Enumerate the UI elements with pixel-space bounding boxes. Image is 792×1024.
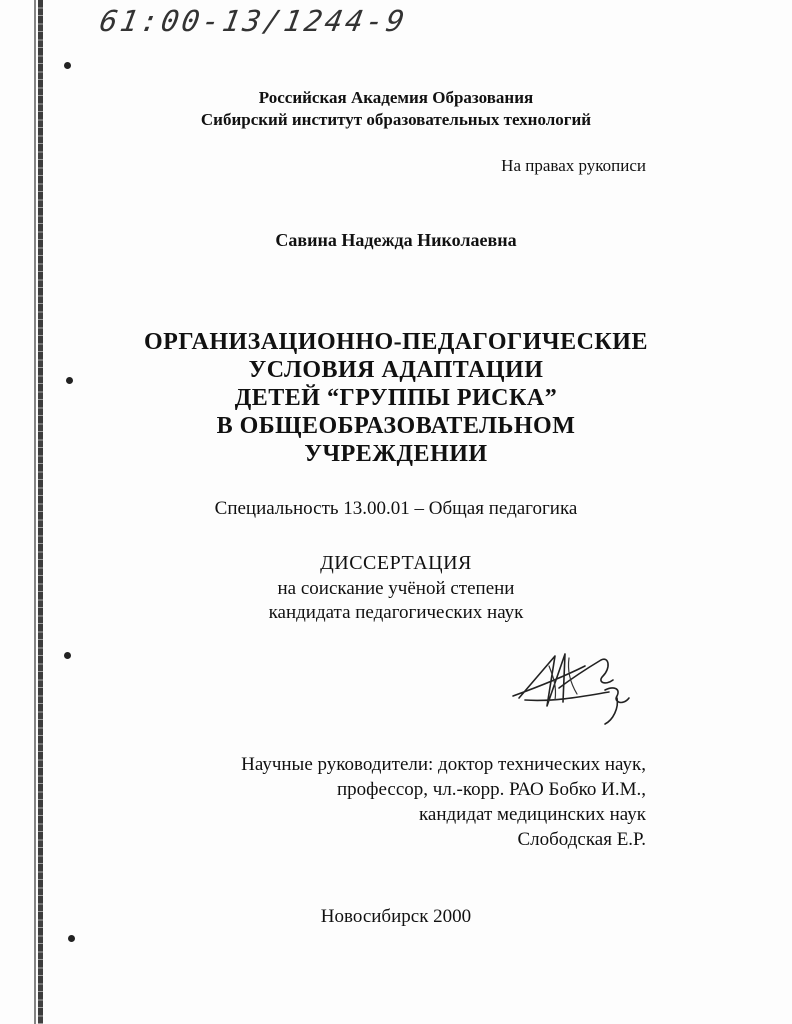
title-line: ОРГАНИЗАЦИОННО-ПЕДАГОГИЧЕСКИЕ <box>144 329 648 355</box>
title-line: В ОБЩЕОБРАЗОВАТЕЛЬНОМ <box>216 413 576 439</box>
specialty: Специальность 13.00.01 – Общая педагогика <box>214 498 578 519</box>
author-name: Савина Надежда Николаевна <box>275 230 517 250</box>
dissertation-label: ДИССЕРТАЦИЯ <box>320 552 472 574</box>
institute-name: Сибирский институт образовательных технологий <box>200 110 592 129</box>
signature <box>505 636 635 728</box>
supervisors-line-3: кандидат медицинских наук <box>418 804 646 825</box>
title-line: ДЕТЕЙ “ГРУППЫ РИСКА” <box>234 385 558 411</box>
punch-hole-mark <box>64 652 71 659</box>
manuscript-rights-note: На правах рукописи <box>501 156 646 175</box>
handwritten-archive-code: 61:00-13/1244-9 <box>97 4 410 38</box>
supervisors-line-4: Слободская Е.Р. <box>517 829 646 850</box>
academy-name: Российская Академия Образования <box>258 88 534 107</box>
degree-line-1: на соискание учёной степени <box>277 578 515 599</box>
title-line: УСЛОВИЯ АДАПТАЦИИ <box>248 357 544 383</box>
title-line: УЧРЕЖДЕНИИ <box>304 441 488 467</box>
punch-hole-mark <box>68 935 75 942</box>
city-year: Новосибирск 2000 <box>320 906 472 927</box>
punch-hole-mark <box>64 62 71 69</box>
scientific-supervisors <box>241 752 646 852</box>
supervisors-line-1: Научные руководители: доктор технических наук, <box>241 754 646 775</box>
supervisors-line-2: профессор, чл.-корр. РАО Бобко И.М., <box>337 779 646 800</box>
degree-line-2: кандидата педагогических наук <box>268 602 524 623</box>
